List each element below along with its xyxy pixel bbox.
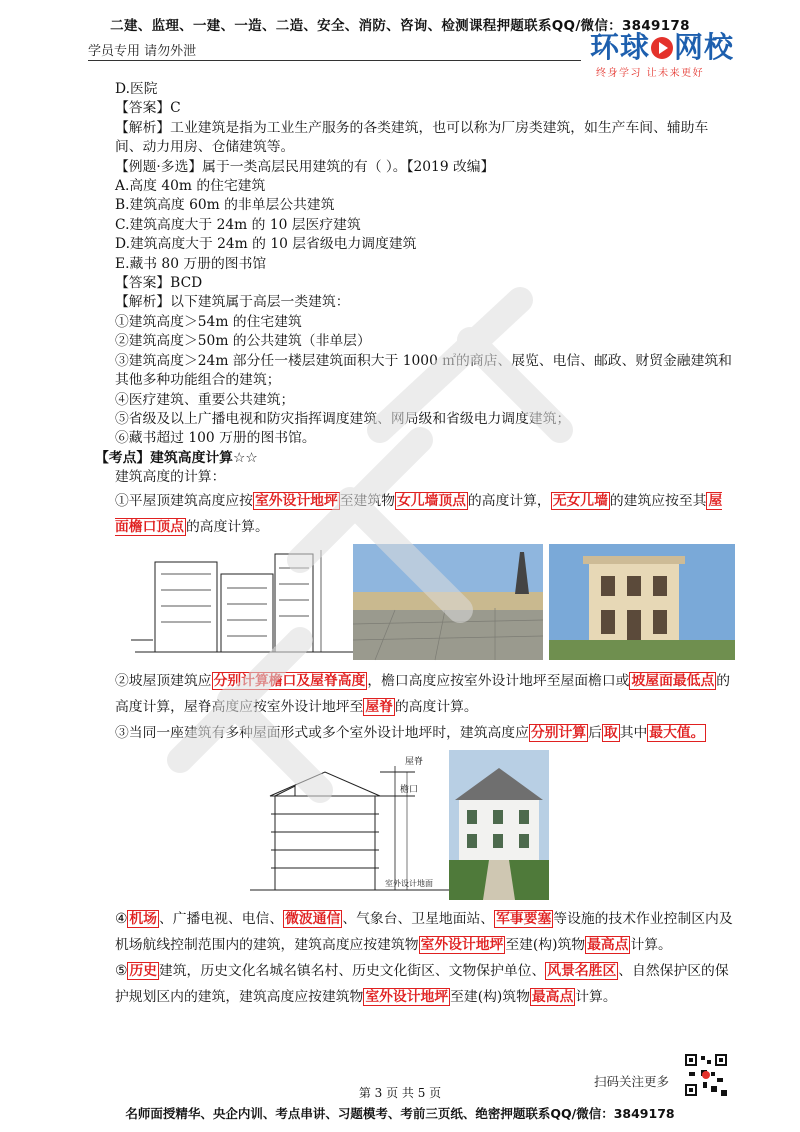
highlight: 机场: [129, 910, 157, 927]
text-run: 计算。: [630, 936, 672, 953]
highlight: 最大值。: [649, 724, 705, 741]
option-e: E.藏书 80 万册的图书馆: [115, 255, 267, 272]
highlight: 屋面檐口顶点: [115, 492, 723, 535]
list-item: ①建筑高度＞54m 的住宅建筑: [115, 313, 302, 330]
highlight: 军事要塞: [496, 910, 552, 927]
text-run: 其中: [619, 724, 648, 741]
diagram-label-ground: 室外设计地面: [385, 878, 433, 888]
diagram-label-eave: 檐口: [400, 784, 419, 795]
calc-intro: 建筑高度的计算：: [115, 469, 226, 486]
highlight: 最高点: [587, 936, 629, 953]
footer-banner: 名师面授精华、央企内训、考点串讲、习题模考、考前三页纸、绝密押题联系QQ/微信：3849178: [125, 1106, 675, 1121]
page-content: [95, 80, 735, 1010]
header-divider: [88, 60, 581, 61]
brand-logo: [590, 30, 740, 82]
list-item: ②建筑高度＞50m 的公共建筑（非单层）: [115, 333, 371, 350]
highlight: 室外设计地坪: [254, 492, 338, 509]
highlight: 室外设计地坪: [365, 988, 449, 1005]
text-run: ④: [115, 910, 128, 927]
text-run: ①平屋顶建筑高度应按: [115, 492, 253, 509]
analysis-line-2: 【解析】以下建筑属于高层一类建筑：: [115, 294, 350, 311]
list-item: ⑤省级及以上广播电视和防灾指挥调度建筑、网局级和省级电力调度建筑；: [115, 410, 571, 427]
play-icon: [651, 37, 673, 59]
highlight: 历史: [129, 962, 157, 979]
option-a: A.高度 40m 的住宅建筑: [115, 178, 266, 195]
text-run: 的高度计算。: [394, 698, 478, 715]
option-d-hospital: D.医院: [115, 81, 158, 97]
option-d: D.建筑高度大于 24m 的 10 层省级电力调度建筑: [115, 236, 417, 253]
rule-multiple-roofs: [95, 720, 735, 746]
list-item: ④医疗建筑、重要公共建筑；: [115, 391, 295, 408]
highlight: 分别计算: [530, 724, 587, 741]
text-run: 的高度计算。: [185, 518, 269, 535]
highlight: 微波通信: [285, 910, 341, 927]
list-item: ⑥藏书超过 100 万册的图书馆。: [115, 430, 316, 447]
option-c: C.建筑高度大于 24m 的 10 层医疗建筑: [115, 216, 361, 233]
highlight: 室外设计地坪: [420, 936, 504, 953]
analysis-line: 【解析】工业建筑是指为工业生产服务的各类建筑，也可以称为厂房类建筑，如生产车间、辅助车间、动力用房、仓储建筑等。: [115, 119, 709, 156]
text-run: 至建(构)筑物: [450, 988, 530, 1005]
list-item: ③建筑高度＞24m 部分任一楼层建筑面积大于 1000 ㎡的商店、展览、电信、邮政、财贸金融建筑和其他多种功能组合的建筑；: [115, 352, 732, 389]
scan-qr-note: 扫码关注更多: [594, 1074, 670, 1089]
logo-text-a: 环球: [590, 30, 651, 64]
highlight: 分别计算檐口及屋脊高度: [213, 672, 366, 689]
text-run: 建筑，历史文化名城名镇名村、历史文化街区、文物保护单位、: [158, 962, 546, 979]
text-run: 等设施的技术作业控制区内及机场航线控制范围内的建筑，建筑高度应按建筑物: [115, 910, 733, 953]
flat-roof-figures: [95, 544, 735, 662]
section-heading: 【考点】建筑高度计算☆☆: [95, 449, 258, 466]
text-run: 、广播电视、电信、: [158, 910, 284, 927]
pitched-roof-illustration: [95, 750, 735, 900]
header-banner: 二建、监理、一建、一造、二造、安全、消防、咨询、检测课程押题联系QQ/微信：3849178: [110, 18, 690, 34]
rule-airport-area: [95, 906, 735, 958]
text-run: ，檐口高度应按室外设计地坪至屋面檐口或: [367, 672, 630, 689]
option-b: B.建筑高度 60m 的非单层公共建筑: [115, 197, 335, 214]
text-run: 至建筑物: [339, 492, 395, 509]
example-question: 【例题·多选】属于一类高层民用建筑的有（ ）。【2019 改编】: [115, 158, 495, 175]
text-run: ⑤: [115, 962, 128, 979]
text-run: 、气象台、卫星地面站、: [342, 910, 495, 927]
text-run: 后: [588, 724, 602, 741]
flat-roof-illustration: [95, 544, 735, 662]
page-number: 第 3 页 共 5 页: [358, 1086, 442, 1100]
logo-text-b: 网校: [674, 30, 735, 64]
logo-wordmark: [590, 30, 740, 64]
text-run: 、自然保护区的保护规划区内的建筑，建筑高度应按建筑物: [115, 962, 729, 1005]
highlight: 风景名胜区: [547, 962, 617, 979]
text-run: 的高度计算，屋脊高度应按室外设计地坪至: [115, 672, 731, 715]
highlight: 屋脊: [365, 698, 393, 715]
highlight: 无女儿墙: [552, 492, 608, 509]
pitched-roof-figures: [95, 750, 735, 900]
text-run: 至建(构)筑物: [505, 936, 586, 953]
rule-pitched-roof: [95, 668, 735, 720]
text-run: 计算。: [575, 988, 617, 1005]
highlight: 女儿墙顶点: [396, 492, 466, 509]
text-run: ③当同一座建筑有多种屋面形式或多个室外设计地坪时，建筑高度应: [115, 724, 529, 741]
logo-slogan: 终身学习 让未来更好: [596, 68, 705, 79]
answer-line: 【答案】C: [115, 100, 181, 117]
answer-line-2: 【答案】BCD: [115, 275, 203, 292]
rule-historic-area: [95, 958, 735, 1010]
text-run: 的建筑应按至其: [609, 492, 707, 509]
highlight: 取: [603, 724, 618, 741]
text-run: 的高度计算，: [467, 492, 551, 509]
rule-flat-roof: [95, 488, 735, 540]
header-confidential-note: 学员专用 请勿外泄: [88, 44, 197, 59]
highlight: 坡屋面最低点: [631, 672, 715, 689]
text-run: ②坡屋顶建筑应: [115, 672, 212, 689]
highlight: 最高点: [531, 988, 574, 1005]
diagram-label-ridge: 屋脊: [405, 756, 424, 767]
